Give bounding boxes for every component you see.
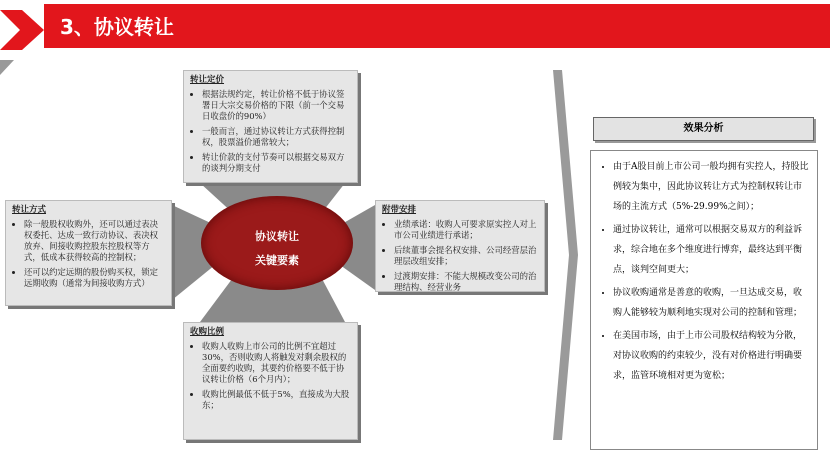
arrangement-box	[375, 200, 545, 292]
list-item: • 收购人收购上市公司的比例不宜超过30%，否则收购人将触发对剩余股权的全面要约收购，其要约价格要不低于协议转让价格（6个月内）；	[202, 341, 351, 385]
analysis-panel	[590, 150, 818, 450]
method-box	[5, 200, 172, 306]
list-item: • 转让价款的支付节奏可以根据交易双方的谈判分期支付	[202, 152, 351, 174]
list-item: • 在美国市场，由于上市公司股权结构较为分散，对协议收购的约束较少，没有对价格进行明确要求，监管环境相对更为宽松；	[613, 326, 809, 386]
center-line1: 协议转让	[255, 230, 299, 243]
list-item: • 除一般股权收购外，还可以通过表决权委托、达成一致行动协议、表决权放弃、间接收购控股东控股权等方式，低成本获得较高的控制权；	[24, 219, 165, 263]
center-line2: 关键要素	[255, 254, 299, 267]
ratio-box	[183, 322, 358, 440]
pricing-title: 转让定价	[190, 75, 225, 85]
method-title: 转让方式	[12, 205, 47, 215]
list-item: • 还可以约定远期的股份购买权，锁定远期收购（通常为间接收购方式）	[24, 267, 165, 289]
pricing-box	[183, 70, 358, 183]
list-item: • 根据法规约定，转让价格不低于协议签署日大宗交易价格的下限（前一个交易日收盘价的90%）	[202, 89, 351, 122]
logo-chevron-icon	[0, 10, 44, 50]
big-arrow-icon	[553, 70, 578, 440]
list-item: • 通过协议转让，通常可以根据交易双方的利益诉求，综合地在多个维度进行博弈，最终达到平衡点，谈判空间更大；	[613, 220, 809, 280]
center-ellipse	[201, 196, 353, 290]
analysis-header: 效果分析	[593, 117, 814, 141]
list-item: • 一般而言，通过协议转让方式获得控制权，股票溢价通常较大；	[202, 126, 351, 148]
list-item: • 协议收购通常是善意的收购，一旦达成交易，收购人能够较为顺利地实现对公司的控制和管理；	[613, 283, 809, 323]
list-item: • 后续董事会提名权安排、公司经营层治理层改组安排；	[394, 245, 538, 267]
page-title: 3、协议转让	[60, 15, 174, 39]
list-item: • 业绩承诺：收购人可要求原实控人对上市公司业绩进行承诺；	[394, 219, 538, 241]
logo-chevron-dark-icon	[0, 60, 14, 75]
list-item: • 收购比例最低不低于5%，直接成为大股东；	[202, 389, 351, 411]
ratio-title: 收购比例	[190, 327, 225, 337]
list-item: • 由于A股目前上市公司一般均拥有实控人，持股比例较为集中，因此协议转让方式为控制权转让市场的主流方式（5%-29.99%之间）；	[613, 157, 809, 217]
arrangement-title: 附带安排	[382, 205, 417, 215]
list-item: • 过渡期安排：不能大规模改变公司的治理结构、经营业务	[394, 271, 538, 293]
